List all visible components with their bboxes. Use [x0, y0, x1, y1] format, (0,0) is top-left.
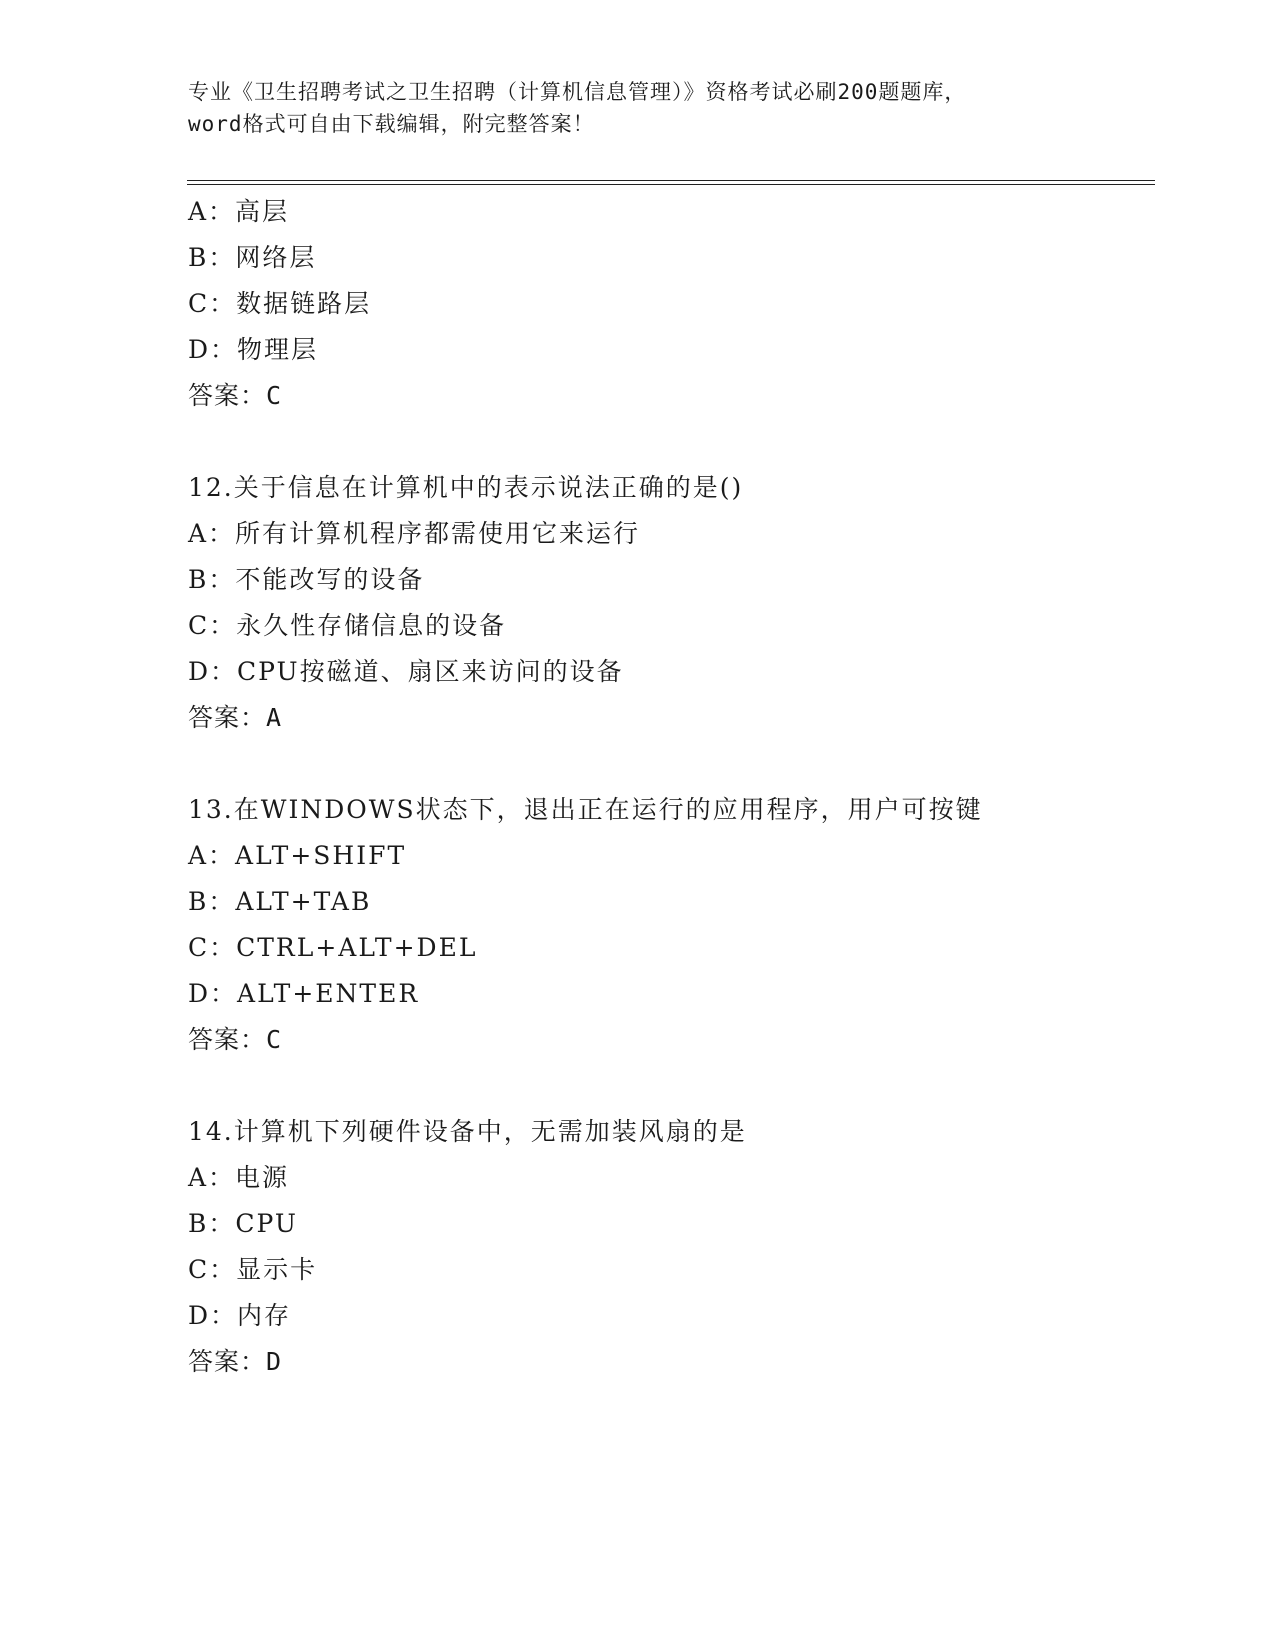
- option-d: D：物理层: [188, 335, 319, 364]
- option-c: C：显示卡: [188, 1255, 318, 1284]
- question-text: 14.计算机下列硬件设备中，无需加装风扇的是: [188, 1117, 747, 1146]
- option-c: C：数据链路层: [188, 289, 372, 318]
- question-block-11: [188, 189, 1148, 419]
- option-a: A：所有计算机程序都需使用它来运行: [188, 519, 641, 548]
- option-d: D：内存: [188, 1301, 292, 1330]
- answer-line: 答案：A: [188, 703, 283, 732]
- option-a: A：高层: [188, 197, 290, 226]
- spacer: [188, 1063, 1148, 1109]
- option-c: C：永久性存储信息的设备: [188, 611, 507, 640]
- question-text: 12.关于信息在计算机中的表示说法正确的是(): [188, 473, 744, 502]
- option-b: B：CPU: [188, 1209, 298, 1238]
- option-b: B：不能改写的设备: [188, 565, 425, 594]
- option-c: C：CTRL+ALT+DEL: [188, 933, 478, 962]
- option-d: D：ALT+ENTER: [188, 979, 420, 1008]
- spacer: [188, 741, 1148, 787]
- question-text: 13.在WINDOWS状态下，退出正在运行的应用程序，用户可按键: [188, 795, 983, 824]
- option-a: A：电源: [188, 1163, 290, 1192]
- answer-line: 答案：C: [188, 1025, 283, 1054]
- header-divider-bottom: [187, 184, 1155, 185]
- option-a: A：ALT+SHIFT: [188, 841, 407, 870]
- question-block-12: [188, 465, 1148, 741]
- question-block-14: [188, 1109, 1148, 1385]
- document-header: [188, 76, 1088, 140]
- option-b: B：网络层: [188, 243, 317, 272]
- answer-line: 答案：C: [188, 381, 283, 410]
- option-b: B：ALT+TAB: [188, 887, 372, 916]
- header-title-line-2: word格式可自由下载编辑，附完整答案！: [188, 112, 595, 136]
- spacer: [188, 419, 1148, 465]
- option-d: D：CPU按磁道、扇区来访问的设备: [188, 657, 624, 686]
- header-divider-top: [187, 180, 1155, 181]
- answer-line: 答案：D: [188, 1347, 283, 1376]
- header-title-line-1: 专业《卫生招聘考试之卫生招聘（计算机信息管理）》资格考试必刷200题题库，: [188, 80, 967, 104]
- question-list: [188, 189, 1148, 1385]
- question-block-13: [188, 787, 1148, 1063]
